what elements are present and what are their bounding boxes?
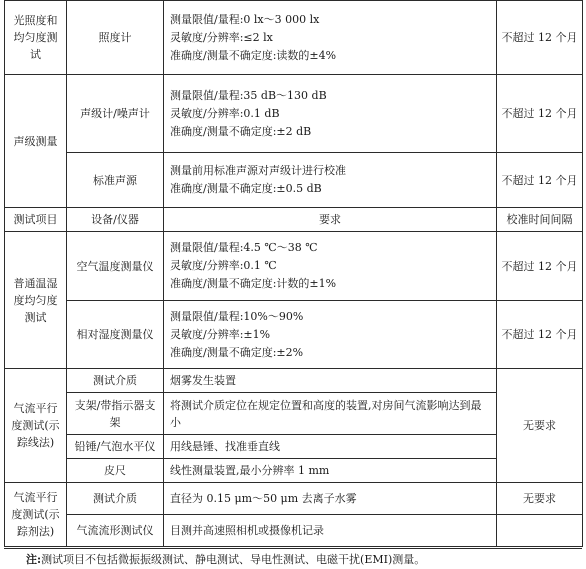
header-row [5,208,583,232]
interval-cell: 不超过 12 个月 [497,1,583,75]
note-text: 测试项目不包括微振振级测试、静电测试、导电性测试、电磁干扰(EMI)测量。 [41,553,426,566]
interval-cell: 无要求 [497,483,583,515]
test-item-cell: 气流平行度测试(示踪剂法) [5,483,67,547]
device-cell: 照度计 [67,1,164,75]
device-cell: 空气温度测量仪 [67,232,164,301]
device-cell: 皮尺 [67,459,164,483]
device-cell: 测试介质 [67,483,164,515]
requirement-line: 准确度/测量不确定度:±0.5 dB [170,182,322,195]
requirement-line: 测量限值/量程:10%～90% [170,309,304,323]
device-cell: 标准声源 [67,153,164,208]
table-row [5,393,583,435]
table-row [5,483,583,515]
table-row [5,232,583,301]
header-interval: 校准时间间隔 [497,208,583,232]
table-row [5,515,583,547]
table-note [4,548,582,569]
test-item-cell: 光照度和均匀度测试 [5,1,67,75]
requirement-line: 准确度/测量不确定度:±2% [170,345,304,359]
device-cell: 相对湿度测量仪 [67,301,164,369]
requirement-line: 准确度/测量不确定度:读数的±4% [170,48,337,62]
requirement-line: 测量前用标准声源对声级计进行校准 [170,164,346,177]
requirement-line: 灵敏度/分辨率:±1% [170,327,271,341]
header-item: 测试项目 [5,208,67,232]
interval-cell: 不超过 12 个月 [497,153,583,208]
interval-cell: 不超过 12 个月 [497,75,583,153]
device-cell: 支架/带指示器支架 [67,393,164,435]
requirement-line: 准确度/测量不确定度:计数的±1% [170,277,337,290]
requirement-cell [164,1,497,75]
requirement-line: 灵敏度/分辨率:0.1 ℃ [170,259,277,272]
equipment-table [4,0,583,547]
device-cell: 测试介质 [67,369,164,393]
table-row [5,301,583,369]
table-row [5,153,583,208]
device-cell: 气流流形测试仪 [67,515,164,547]
test-item-cell: 气流平行度测试(示踪线法) [5,369,67,483]
test-item-cell: 声级测量 [5,75,67,208]
device-cell: 铅锤/气泡水平仪 [67,435,164,459]
requirement-cell: 用线悬锤、找准垂直线 [164,435,497,459]
header-device: 设备/仪器 [67,208,164,232]
empty-interval-cell [497,515,583,547]
requirement-line: 准确度/测量不确定度:±2 dB [170,124,312,138]
requirement-cell: 烟雾发生装置 [164,369,497,393]
requirement-cell [164,75,497,153]
device-cell: 声级计/噪声计 [67,75,164,153]
table-row [5,459,583,483]
requirement-line: 测量限值/量程:35 dB～130 dB [170,88,327,102]
requirement-cell: 直径为 0.15 μm～50 μm 去离子水雾 [164,483,497,515]
requirement-cell: 将测试介质定位在规定位置和高度的装置,对房间气流影响达到最小 [164,393,497,435]
table-row [5,75,583,153]
interval-cell: 不超过 12 个月 [497,232,583,301]
requirement-cell [164,153,497,208]
note-label: 注: [26,553,42,566]
requirement-cell [164,301,497,369]
requirement-cell: 目测并高速照相机或摄像机记录 [164,515,497,547]
test-item-cell: 普通温湿度均匀度测试 [5,232,67,369]
table-row [5,1,583,75]
requirement-line: 测量限值/量程:4.5 ℃～38 ℃ [170,241,318,254]
requirement-line: 灵敏度/分辨率:≤2 lx [170,30,273,44]
interval-cell: 无要求 [497,369,583,483]
requirement-line: 灵敏度/分辨率:0.1 dB [170,106,280,120]
interval-cell: 不超过 12 个月 [497,301,583,369]
requirement-cell [164,232,497,301]
table-row [5,369,583,393]
requirement-line: 测量限值/量程:0 lx～3 000 lx [170,12,320,26]
table-row [5,435,583,459]
header-requirement: 要求 [164,208,497,232]
requirement-cell: 线性测量装置,最小分辨率 1 mm [164,459,497,483]
